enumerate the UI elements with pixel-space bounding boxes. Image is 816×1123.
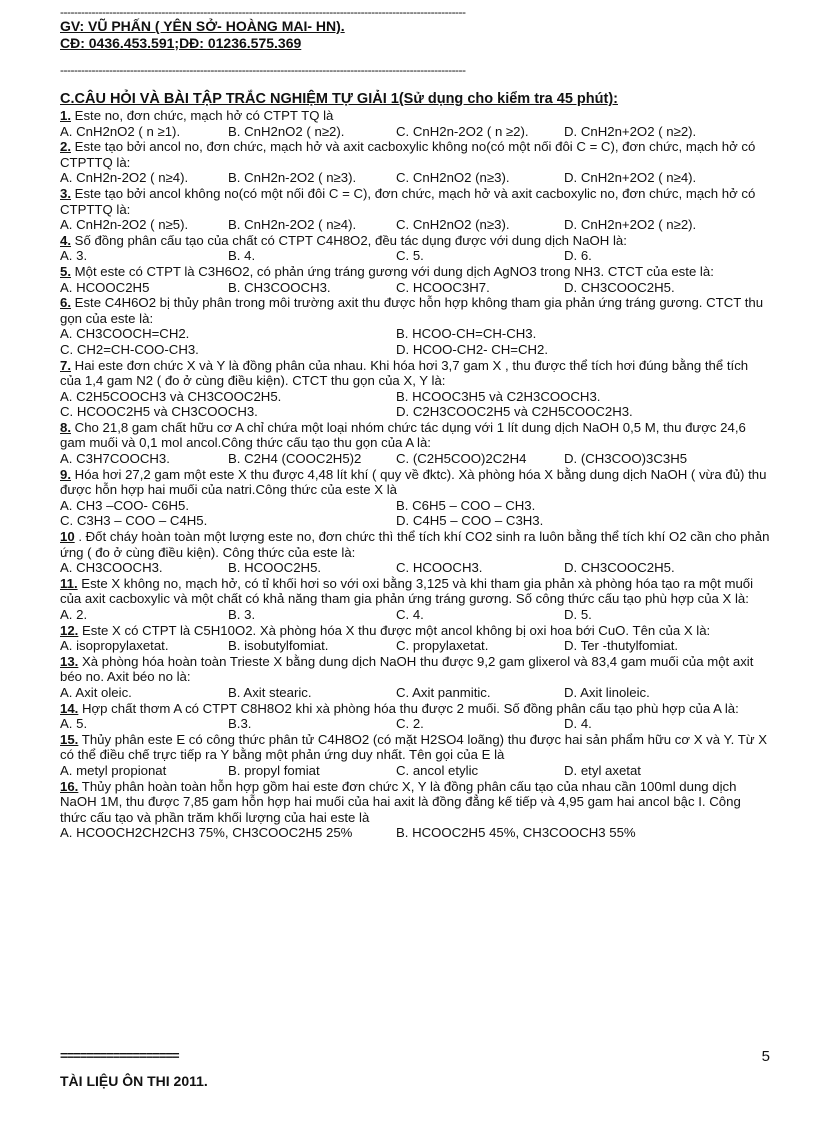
section-title: C.CÂU HỎI VÀ BÀI TẬP TRẮC NGHIỆM TỰ GIẢI 1(Sử dụng cho kiểm tra 45 phút): (60, 91, 618, 107)
answer-option: A. HCOOCH2CH2CH3 75%, CH3COOC2H5 25% (60, 825, 353, 841)
question-5 (60, 264, 770, 280)
question-number: 6. (60, 295, 71, 311)
answer-option: C. 5. (396, 248, 424, 264)
answer-option: B. HCOOC3H5 và C2H3COOCH3. (396, 388, 601, 404)
answer-option: D. 6. (564, 248, 592, 264)
page-number: 5 (761, 1048, 770, 1065)
answer-option: C. ancol etylic (396, 762, 479, 778)
question-3 (60, 186, 770, 217)
answer-option: B. propyl fomiat (228, 762, 320, 778)
answer-option: B. CnH2nO2 ( n≥2). (228, 123, 345, 139)
answer-option: C. CH2=CH-COO-CH3. (60, 341, 199, 357)
teacher-name: GV: VŨ PHẤN ( YÊN SỞ- HOÀNG MAI- HN). (60, 18, 345, 34)
question-text: Hợp chất thơm A có CTPT C8H8O2 khi xà phòng hóa thu được 2 muối. Số đồng phân cấu tạo phù hợp của A là: (78, 700, 739, 716)
question-number: 4. (60, 232, 71, 248)
question-15 (60, 732, 770, 763)
question-16 (60, 779, 770, 826)
question-text: Xà phòng hóa hoàn toàn Trieste X bằng dung dịch NaOH thu được 9,2 gam glixerol và 83,4 gam muối của một axit béo no. Axit béo no là: (60, 653, 754, 685)
options-row (60, 451, 770, 467)
question-text: Một este có CTPT là C3H6O2, có phản ứng tráng gương với dung dịch AgNO3 trong NH3. CTCT của este là: (71, 263, 714, 279)
answer-option: C. HCOOC3H7. (396, 279, 490, 295)
options-row (60, 248, 770, 264)
answer-option: D. (CH3COO)3C3H5 (564, 451, 688, 467)
answer-option: A. CH3 –COO- C6H5. (60, 497, 189, 513)
options-row (60, 342, 770, 358)
answer-option: C. CnH2nO2 (n≥3). (396, 217, 510, 233)
answer-option: B. C2H4 (COOC2H5)2 (228, 451, 362, 467)
options-row (60, 389, 770, 405)
teacher-phones: CĐ: 0436.453.591;DĐ: 01236.575.369 (60, 35, 302, 51)
answer-option: B. HCOOC2H5. (228, 560, 322, 576)
footer-title: TÀI LIỆU ÔN THI 2011. (60, 1073, 208, 1089)
answer-option: C. (C2H5COO)2C2H4 (396, 451, 527, 467)
question-number: 12. (60, 622, 79, 638)
options-row (60, 638, 770, 654)
options-row (60, 685, 770, 701)
answer-option: D. 4. (564, 716, 592, 732)
answer-option: A. CnH2n-2O2 ( n≥5). (60, 217, 189, 233)
question-9 (60, 467, 770, 498)
answer-option: B. 4. (228, 248, 256, 264)
question-4 (60, 233, 770, 249)
answer-option: D. 5. (564, 607, 592, 622)
question-14 (60, 701, 770, 717)
answer-option: B. C6H5 – COO – CH3. (396, 497, 536, 513)
question-text: Hóa hơi 27,2 gam một este X thu được 4,48 lít khí ( quy về đktc). Xà phòng hóa X bằng dung dịch NaOH ( vừa đủ) thu được hỗn hợp hai muối của natri.Công thức của este X là (60, 466, 767, 498)
answer-option: C. HCOOC2H5 và CH3COOCH3. (60, 404, 258, 420)
question-number: 16. (60, 778, 79, 794)
options-row (60, 716, 770, 732)
question-number: 11. (60, 575, 78, 591)
answer-option: B. CnH2n-2O2 ( n≥3). (228, 170, 357, 186)
answer-option: D. CnH2n+2O2 ( n≥2). (564, 123, 697, 139)
answer-option: B. HCOO-CH=CH-CH3. (396, 326, 537, 342)
answer-option: C. 2. (396, 716, 424, 732)
answer-option: C. HCOOCH3. (396, 560, 483, 576)
options-row (60, 280, 770, 296)
footer-separator: ================== (60, 1048, 179, 1063)
question-text: Thủy phân este E có công thức phân tử C4H8O2 (có mặt H2SO4 loãng) thu được hai sản phẩm hữu cơ X và Y. Từ X có thể điều chế trực tiếp ra Y bằng một phản ứng duy nhất. Tên gọi của E là (60, 731, 768, 763)
question-text: Thủy phân hoàn toàn hỗn hợp gồm hai este đơn chức X, Y là đồng phân cấu tạo của nhau cần 100ml dung dịch NaOH 1M, thu được 7,85 gam hỗn hợp hai muối của hai axit là đồng đẳng kế tiếp và 4,95 gam hai ancol bậc I. Công thức cấu tạo và phần trăm khối lượng của hai este là (60, 778, 741, 825)
answer-option: D. CH3COOC2H5. (564, 560, 675, 576)
answer-option: C. 4. (396, 607, 424, 622)
question-number: 10 (60, 529, 75, 545)
question-text: . Đốt cháy hoàn toàn một lượng este no, đơn chức thì thể tích khí CO2 sinh ra luôn bằng thể tích khí O2 cần cho phản ứng ( đo ở cùng điều kiện). Công thức của este là: (60, 529, 770, 560)
answer-option: C. propylaxetat. (396, 638, 489, 654)
question-number: 1. (60, 108, 71, 123)
question-number: 9. (60, 466, 71, 482)
question-text: Este no, đơn chức, mạch hở có CTPT TQ là (71, 108, 334, 123)
answer-option: A. CH3COOCH3. (60, 560, 163, 576)
options-row (60, 498, 770, 514)
page (60, 0, 770, 841)
answer-option: D. etyl axetat (564, 762, 641, 778)
question-8 (60, 420, 770, 451)
answer-option: A. C3H7COOCH3. (60, 451, 170, 467)
options-row (60, 513, 770, 529)
answer-option: D. Ter -thutylfomiat. (564, 638, 679, 654)
answer-option: A. C2H5COOCH3 và CH3COOC2H5. (60, 388, 282, 404)
options-row (60, 607, 770, 623)
question-11 (60, 576, 770, 607)
question-number: 13. (60, 653, 79, 669)
answer-option: B. isobutylfomiat. (228, 638, 329, 654)
question-7 (60, 358, 770, 389)
question-text: Este tạo bởi ancol no, đơn chức, mạch hở và axit cacboxylic không no(có một nối đôi C = C), đơn chức, mạch hở có CTPTTQ là: (60, 139, 756, 170)
answer-option: B.3. (228, 716, 252, 732)
question-number: 8. (60, 419, 71, 435)
answer-option: A. isopropylaxetat. (60, 638, 169, 654)
question-number: 5. (60, 263, 71, 279)
question-text: Este tạo bởi ancol không no(có một nối đôi C = C), đơn chức, mạch hở và axit cacboxylic no, đơn chức, mạch hở có CTPTTQ là: (60, 185, 756, 217)
question-list (60, 108, 770, 841)
answer-option: A. 5. (60, 716, 88, 732)
answer-option: A. HCOOC2H5 (60, 279, 150, 295)
question-text: Cho 21,8 gam chất hữu cơ A chỉ chứa một loại nhóm chức tác dụng với 1 lít dung dịch NaOH 0,5 M, thu được 24,6 gam muối và 0,1 mol ancol.Công thức cấu tạo thu gọn của A là: (60, 419, 746, 451)
answer-option: D. C2H3COOC2H5 và C2H5COOC2H3. (396, 404, 633, 420)
answer-option: C. CnH2nO2 (n≥3). (396, 170, 510, 186)
question-10 (60, 529, 770, 560)
options-row (60, 404, 770, 420)
question-13 (60, 654, 770, 685)
answer-option: B. HCOOC2H5 45%, CH3COOCH3 55% (396, 825, 636, 841)
question-text: Este X không no, mạch hở, có tỉ khối hơi so với oxi bằng 3,125 và khi tham gia phản xà phòng hóa tạo ra một muối của axit cacboxylic và một chất có khả năng tham gia phản ứng tráng gương. Số công thức cấu tạo phù hợp của X là: (60, 575, 754, 607)
question-6 (60, 295, 770, 326)
answer-option: B. CH3COOCH3. (228, 279, 331, 295)
dash-line-bottom: -------------------------------------------------------------------------------------------------------------------- (60, 64, 466, 76)
options-row (60, 560, 770, 576)
question-number: 15. (60, 731, 79, 747)
answer-option: A. 2. (60, 607, 88, 622)
answer-option: D. HCOO-CH2- CH=CH2. (396, 341, 549, 357)
answer-option: A. metyl propionat (60, 762, 167, 778)
answer-option: B. CnH2n-2O2 ( n≥4). (228, 217, 357, 233)
question-12 (60, 623, 770, 639)
answer-option: A. CnH2nO2 ( n ≥1). (60, 123, 181, 139)
question-number: 2. (60, 139, 71, 155)
options-row (60, 170, 770, 186)
answer-option: D. C4H5 – COO – C3H3. (396, 513, 544, 529)
options-row (60, 124, 770, 140)
question-text: Este C4H6O2 bị thủy phân trong môi trường axit thu được hỗn hợp không tham gia phản ứng tráng gương. CTCT thu gọn của este là: (60, 295, 764, 326)
answer-option: D. Axit linoleic. (564, 684, 650, 700)
options-row (60, 763, 770, 779)
answer-option: B. 3. (228, 607, 256, 622)
answer-option: A. CnH2n-2O2 ( n≥4). (60, 170, 189, 186)
page-footer (60, 1048, 770, 1089)
answer-option: A. Axit oleic. (60, 684, 132, 700)
question-text: Số đồng phân cấu tạo của chất có CTPT C4H8O2, đều tác dụng được với dung dịch NaOH là: (71, 232, 627, 248)
answer-option: D. CH3COOC2H5. (564, 279, 675, 295)
question-number: 14. (60, 700, 79, 716)
answer-option: B. Axit stearic. (228, 684, 312, 700)
dash-line-top: -------------------------------------------------------------------------------------------------------------------- (60, 6, 466, 18)
answer-option: C. C3H3 – COO – C4H5. (60, 513, 208, 529)
question-text: Este X có CTPT là C5H10O2. Xà phòng hóa X thu được một ancol không bị oxi hoa bới CuO. Tên của X là: (78, 622, 711, 638)
answer-option: D. CnH2n+2O2 ( n≥2). (564, 217, 697, 233)
answer-option: C. CnH2n-2O2 ( n ≥2). (396, 123, 529, 139)
answer-option: C. Axit panmitic. (396, 684, 491, 700)
options-row (60, 217, 770, 233)
answer-option: A. CH3COOCH=CH2. (60, 326, 190, 342)
answer-option: D. CnH2n+2O2 ( n≥4). (564, 170, 697, 186)
question-number: 7. (60, 357, 71, 373)
options-row (60, 825, 770, 841)
options-row (60, 326, 770, 342)
question-2 (60, 139, 770, 170)
question-1 (60, 108, 770, 124)
question-number: 3. (60, 185, 71, 201)
question-text: Hai este đơn chức X và Y là đồng phân của nhau. Khi hóa hơi 3,7 gam X , thu được thể tích hơi đúng bằng thể tích của 1,4 gam N2 ( đo ở cùng điều kiện). CTCT thu gọn của X, Y là: (60, 357, 749, 389)
answer-option: A. 3. (60, 248, 88, 264)
